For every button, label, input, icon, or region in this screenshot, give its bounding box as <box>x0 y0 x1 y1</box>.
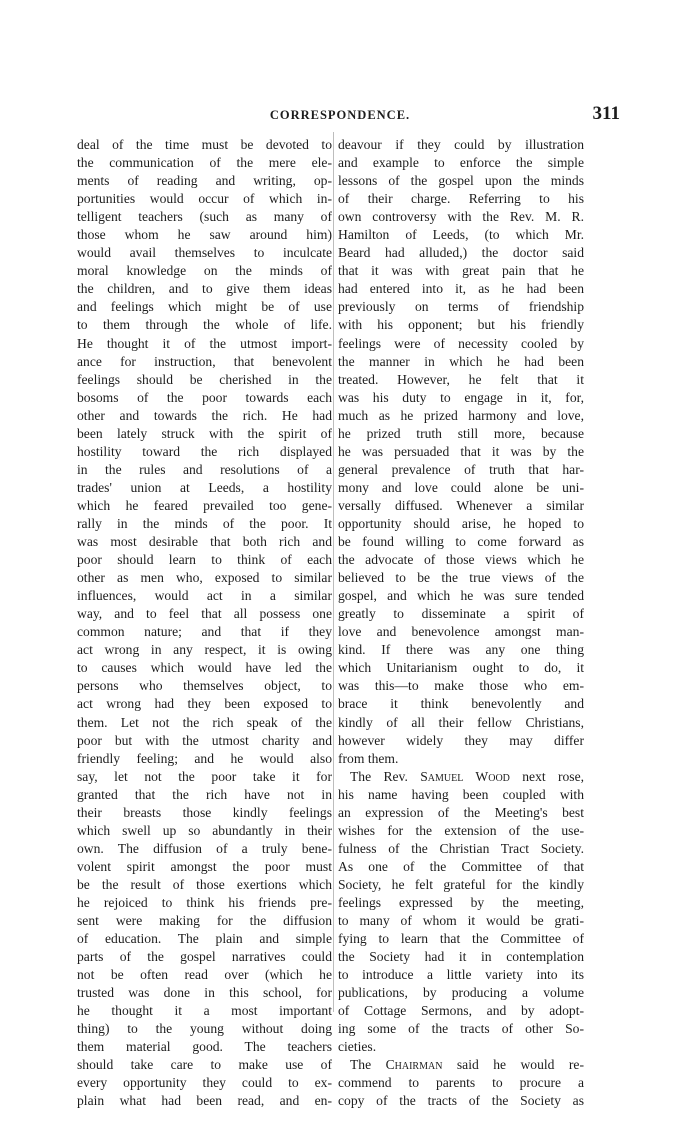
left-column <box>77 136 332 1111</box>
text-line: rally in the minds of the poor. It <box>77 515 332 531</box>
text-line: was most desirable that both rich and <box>77 534 332 550</box>
text-line: he prized truth still more, because <box>338 425 584 441</box>
text-line: of Cottage Sermons, and by adopt- <box>338 1003 584 1019</box>
text-line: every opportunity they could to ex- <box>77 1075 332 1091</box>
text-fragment: The <box>350 1057 386 1073</box>
text-line: them. Let not the rich speak of the <box>77 714 332 730</box>
text-line <box>338 1056 584 1074</box>
right-column <box>338 136 584 1111</box>
text-line: versally diffused. Whenever a similar <box>338 497 584 513</box>
text-line: sent were making for the diffusion <box>77 913 332 929</box>
text-line: trusted was done in this school, for <box>77 985 332 1001</box>
paragraph-chairman <box>338 1056 584 1110</box>
text-line: lessons of the gospel upon the minds <box>338 173 584 189</box>
text-line: trades' union at Leeds, a hostility <box>77 479 332 495</box>
text-line: portunities would occur of which in- <box>77 191 332 207</box>
text-line: other as men who, exposed to similar <box>77 570 332 586</box>
text-line: fulness of the Christian Tract Society. <box>338 840 584 856</box>
text-line: an expression of the Meeting's best <box>338 804 584 820</box>
text-line: which swell up so abundantly in their <box>77 822 332 838</box>
text-line: would avail themselves to inculcate <box>77 245 332 261</box>
text-line: poor should learn to think of each <box>77 552 332 568</box>
text-line: commend to parents to procure a <box>338 1075 584 1091</box>
text-line: kindly of all their fellow Christians, <box>338 714 584 730</box>
text-line: their breasts those kindly feelings <box>77 804 332 820</box>
text-line: ments of reading and writing, op- <box>77 173 332 189</box>
text-line: granted that the rich have not in <box>77 786 332 802</box>
text-line: he was persuaded that it was by the <box>338 443 584 459</box>
text-line: be found willing to come forward as <box>338 534 584 550</box>
text-line: much as he prized harmony and love, <box>338 407 584 423</box>
text-line: Beard had alluded,) the doctor said <box>338 245 584 261</box>
text-line: feelings expressed by the meeting, <box>338 894 584 910</box>
text-line: common nature; and that if they <box>77 624 332 640</box>
text-line: thing) to the young without doing <box>77 1021 332 1037</box>
paragraph-samuel-wood <box>338 768 584 1057</box>
text-line: them material good. The teachers <box>77 1039 332 1055</box>
text-line: his name having been coupled with <box>338 786 584 802</box>
text-line: telligent teachers (such as many of <box>77 209 332 225</box>
text-line: other and towards the rich. He had <box>77 407 332 423</box>
text-line: and feelings which might be of use <box>77 299 332 315</box>
text-line <box>338 768 584 786</box>
text-line: poor but with the utmost charity and <box>77 732 332 748</box>
text-fragment: said he would re- <box>442 1057 584 1073</box>
text-line: volent spirit amongst the poor must <box>77 858 332 874</box>
text-line: to them through the whole of life. <box>77 317 332 333</box>
text-line: act wrong in any respect, it is owing <box>77 642 332 658</box>
text-line: he rejoiced to think his friends pre- <box>77 894 332 910</box>
text-line: to causes which would have led the <box>77 660 332 676</box>
text-line: ance for instruction, that benevolent <box>77 353 332 369</box>
column-divider <box>333 132 334 1012</box>
speaker-name: Chairman <box>385 1057 443 1073</box>
text-line: in the rules and resolutions of a <box>77 461 332 477</box>
running-head-title: CORRESPONDENCE. <box>269 108 411 122</box>
text-line: of their charge. Referring to his <box>338 191 584 207</box>
text-line: friendly feeling; and he would also <box>77 750 332 766</box>
text-line: deavour if they could by illustration <box>338 137 584 152</box>
text-line: copy of the tracts of the Society as <box>338 1093 584 1109</box>
text-line: say, let not the poor take it for <box>77 768 332 784</box>
text-line: of education. The plain and simple <box>77 931 332 947</box>
text-line: influences, would act in a similar <box>77 588 332 604</box>
text-line: feelings should be cherished in the <box>77 371 332 387</box>
speaker-name: Samuel Wood <box>420 768 510 784</box>
text-line: previously on terms of friendship <box>338 299 584 315</box>
text-line: been lately struck with the spirit of <box>77 425 332 441</box>
text-line: to introduce a little variety into its <box>338 967 584 983</box>
text-line: the advocate of those views which he <box>338 552 584 568</box>
text-line: Hamilton of Leeds, (to which Mr. <box>338 227 584 243</box>
text-line: way, and to feel that all possess one <box>77 606 332 622</box>
text-line: brace it think benevolently and <box>338 696 584 712</box>
text-line: the manner in which he had been <box>338 353 584 369</box>
running-head <box>60 104 620 130</box>
text-line: the children, and to give them ideas <box>77 281 332 297</box>
text-line: believed to be the true views of the <box>338 570 584 586</box>
text-line: those whom he saw around him) <box>77 227 332 243</box>
text-line: mony and love could alone be uni- <box>338 479 584 495</box>
text-line: moral knowledge on the minds of <box>77 263 332 279</box>
text-line: treated. However, he felt that it <box>338 371 584 387</box>
text-line: that it was with great pain that he <box>338 263 584 279</box>
text-line: love and benevolence amongst man- <box>338 624 584 640</box>
text-line: greatly to disseminate a spirit of <box>338 606 584 622</box>
text-line: feelings were of necessity cooled by <box>338 335 584 351</box>
text-line: which he feared prevailed too gene- <box>77 497 332 513</box>
text-line: act wrong had they been exposed to <box>77 696 332 712</box>
text-line: opportunity should arise, he hoped to <box>338 515 584 531</box>
page-number: 311 <box>592 103 620 124</box>
text-line: should take care to make use of <box>77 1057 332 1073</box>
text-line: parts of the gospel narratives could <box>77 949 332 965</box>
text-fragment: The Rev. <box>350 768 421 784</box>
text-line: As one of the Committee of that <box>338 858 584 874</box>
text-line: plain what had been read, and en- <box>77 1093 332 1109</box>
text-line: He thought it of the utmost import- <box>77 335 332 351</box>
text-line: the communication of the mere ele- <box>77 155 332 171</box>
text-line: not be often read over (which he <box>77 967 332 983</box>
text-line: from them. <box>338 750 399 766</box>
text-line: however widely they may differ <box>338 732 584 748</box>
text-line: ing some of the tracts of other So- <box>338 1021 584 1037</box>
text-line: kind. If there was any one thing <box>338 642 584 658</box>
text-line: bosoms of the poor towards each <box>77 389 332 405</box>
paragraph-doctor-speech <box>338 136 584 768</box>
text-line: persons who themselves object, to <box>77 678 332 694</box>
text-line: general prevalence of truth that har- <box>338 461 584 477</box>
text-line: was his duty to engage in it, for, <box>338 389 584 405</box>
text-line: and example to enforce the simple <box>338 155 584 171</box>
text-line: which Unitarianism ought to do, it <box>338 660 584 676</box>
text-line: with his opponent; but his friendly <box>338 317 584 333</box>
text-line: had entered into it, as he had been <box>338 281 584 297</box>
text-line: the Society had it in contemplation <box>338 949 584 965</box>
text-line: wishes for the extension of the use- <box>338 822 584 838</box>
text-line: own controversy with the Rev. M. R. <box>338 209 584 225</box>
text-line: deal of the time must be devoted to <box>77 137 332 152</box>
text-line: was this—to make those who em- <box>338 678 584 694</box>
text-line: cieties. <box>338 1039 377 1055</box>
text-line: hostility toward the rich displayed <box>77 443 332 459</box>
text-line: be the result of those exertions which <box>77 876 332 892</box>
text-line: own. The diffusion of a truly bene- <box>77 840 332 856</box>
text-fragment: next rose, <box>509 768 584 784</box>
text-line: to many of whom it would be grati- <box>338 913 584 929</box>
text-line: gospel, and which he was sure tended <box>338 588 584 604</box>
text-line: Society, he felt grateful for the kindly <box>338 876 584 892</box>
text-line: fying to learn that the Committee of <box>338 931 584 947</box>
text-line: he thought it a most important <box>77 1003 332 1019</box>
text-line: publications, by producing a volume <box>338 985 584 1001</box>
